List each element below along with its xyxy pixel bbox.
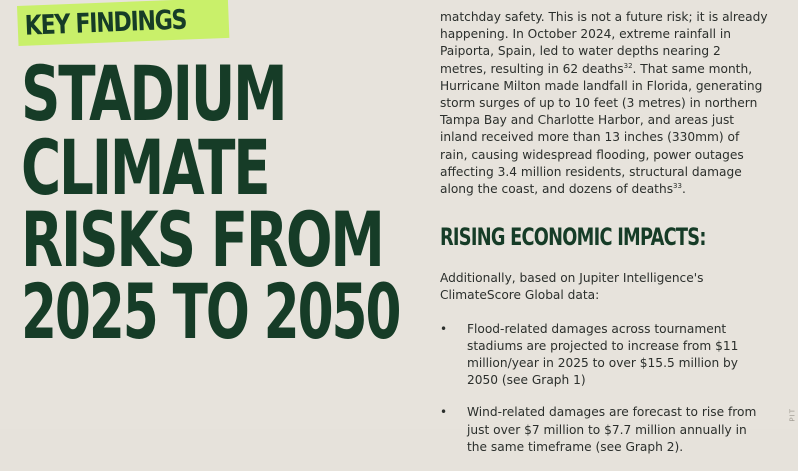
headline-line-4: 2025 TO 2050 bbox=[21, 267, 400, 356]
body-paragraph bbox=[440, 9, 770, 198]
footnote-ref-32: 32 bbox=[623, 61, 633, 70]
key-findings-tag bbox=[17, 0, 229, 46]
side-mark: PIT bbox=[789, 408, 797, 422]
footnote-ref-33: 33 bbox=[673, 182, 682, 191]
intro-paragraph: Additionally, based on Jupiter Intelligence's ClimateScore Global data: bbox=[440, 271, 704, 303]
headline-line-1: STADIUM bbox=[21, 49, 286, 138]
bullet-text-1: Flood-related damages across tournament stadiums are projected to increase from $11 million/year in 2025 to over $15.5 million by 2050 (see Graph 1) bbox=[467, 321, 739, 388]
bullet-icon: • bbox=[440, 405, 448, 420]
paragraph-text-b: . That same month, Hurricane Milton made landfall in Florida, generating storm surges of up to 10 feet (3 metres) in northern Tampa Bay and Charlotte Harbor, and areas just inland received more than 13 inches (330mm) of rain, causing widespread flooding, power outages affecting 3.4 million residents, structural damage along the coast, and dozens of deaths bbox=[440, 61, 763, 197]
key-findings-label: KEY FINDINGS bbox=[24, 4, 187, 42]
headline-line-3: RISKS FROM bbox=[21, 195, 383, 284]
body-column bbox=[440, 9, 770, 471]
headline-line-2: CLIMATE bbox=[21, 123, 269, 212]
bullet-list bbox=[440, 321, 770, 456]
list-item bbox=[440, 404, 770, 456]
paragraph-text-a: matchday safety. This is not a future risk; it is already happening. In October 2024, extreme rainfall in Paiporta, Spain, led to water depths nearing 2 metres, resulting in 62 deaths bbox=[440, 10, 768, 76]
bullet-text-2: Wind-related damages are forecast to rise from just over $7 million to $7.7 million annually in the same timeframe (see Graph 2). bbox=[467, 405, 757, 454]
paragraph-text-c: . bbox=[681, 182, 686, 197]
bullet-icon: • bbox=[440, 321, 448, 336]
headline bbox=[21, 49, 421, 398]
section-heading: RISING ECONOMIC IMPACTS: bbox=[440, 223, 706, 252]
list-item bbox=[440, 321, 770, 390]
